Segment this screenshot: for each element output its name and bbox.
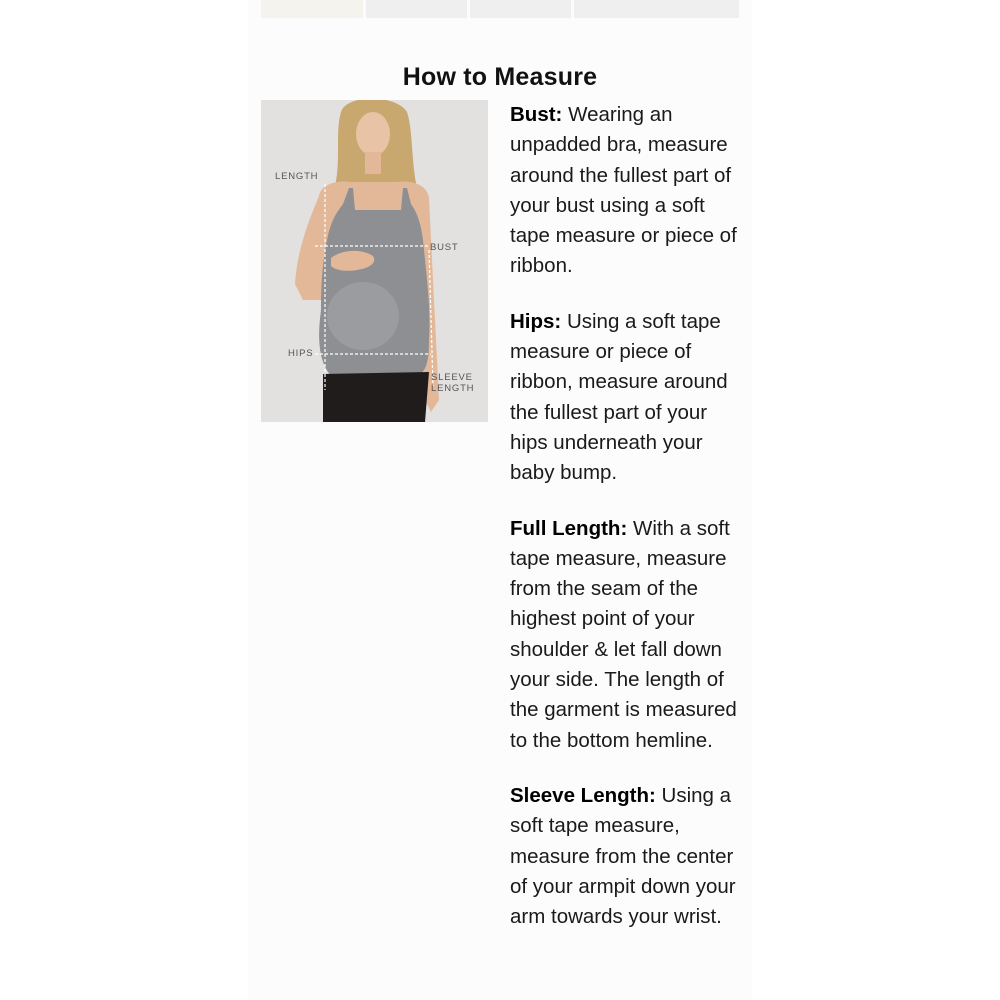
size-tab-strip [261, 0, 739, 18]
size-tab-3[interactable] [470, 0, 571, 18]
sleeve-length-label: SLEEVE LENGTH [431, 372, 475, 394]
instruction-text: Using a soft tape measure, measure from the center of your armpit down your arm towards your wrist. [510, 783, 736, 929]
hips-instruction [510, 307, 746, 489]
measurement-diagram-image [261, 100, 488, 422]
instruction-term: Sleeve Length: [510, 783, 656, 807]
hips-label: HIPS [288, 348, 314, 359]
measurement-instructions [510, 100, 746, 957]
size-tab-2[interactable] [366, 0, 467, 18]
bust-instruction [510, 100, 746, 282]
how-to-measure-heading: How to Measure [402, 63, 598, 91]
instruction-text: Using a soft tape measure or piece of ribbon, measure around the fullest part of your hips underneath your baby bump. [510, 309, 728, 485]
sleeve-length-instruction [510, 781, 746, 932]
size-tab-4[interactable] [574, 0, 739, 18]
bust-label: BUST [430, 242, 459, 253]
full-length-instruction [510, 514, 746, 756]
length-label: LENGTH [275, 171, 319, 182]
instruction-term: Full Length: [510, 516, 628, 540]
instruction-text: Wearing an unpadded bra, measure around the fullest part of your bust using a soft tape measure or piece of ribbon. [510, 103, 737, 278]
instruction-text: With a soft tape measure, measure from the seam of the highest point of your shoulder & let fall down your side. The length of the garment is measured to the bottom hemline. [510, 516, 737, 752]
size-tab-1[interactable] [261, 0, 363, 18]
instruction-term: Bust: [510, 103, 563, 126]
instruction-term: Hips: [510, 309, 562, 333]
